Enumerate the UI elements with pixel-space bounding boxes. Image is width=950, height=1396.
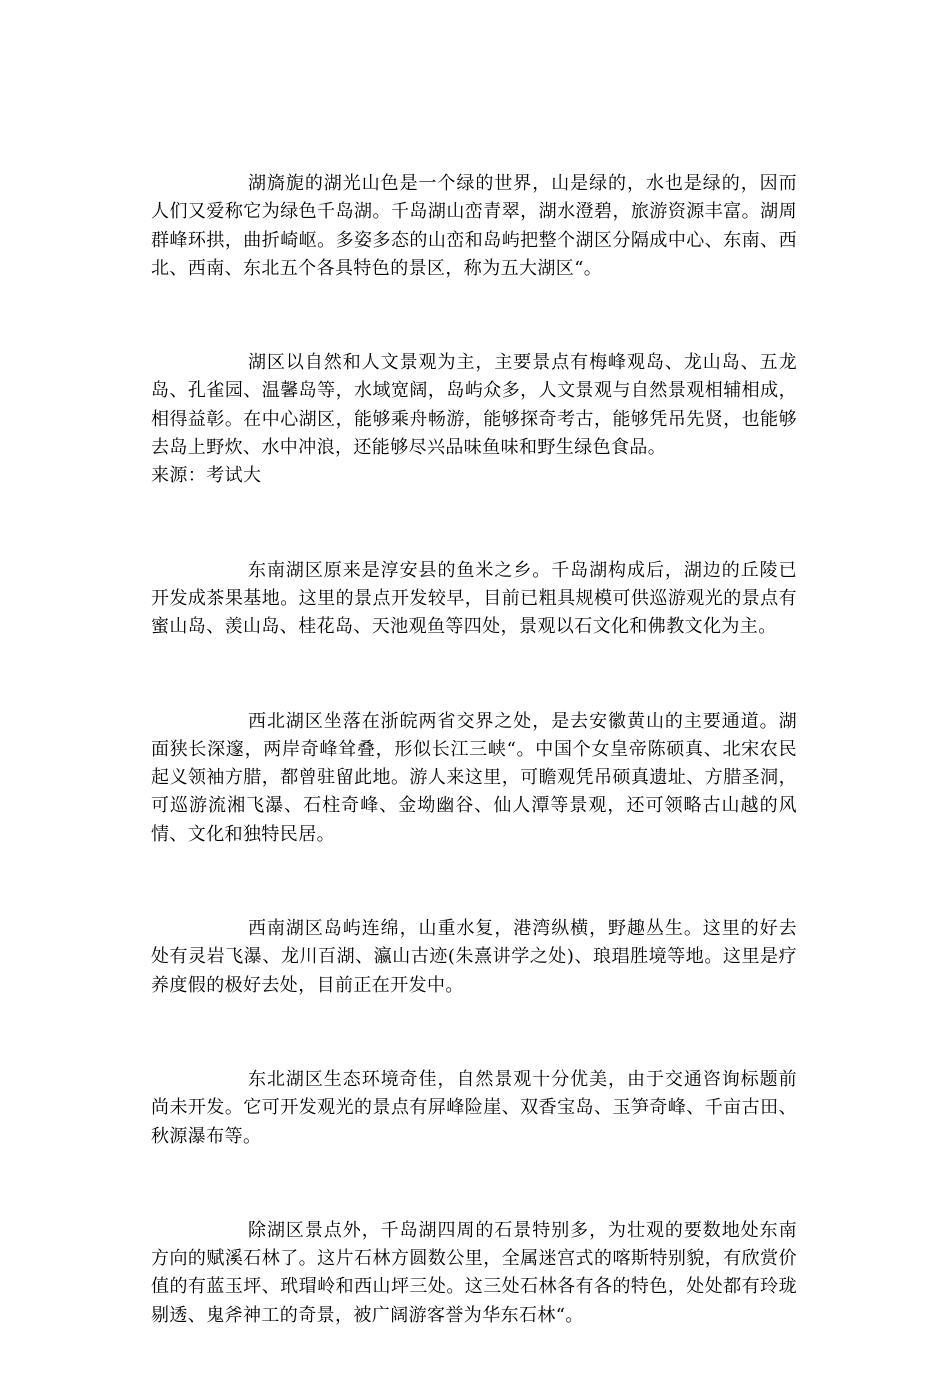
paragraph-northwest-area: 西北湖区坐落在浙皖两省交界之处，是去安徽黄山的主要通道。湖面狭长深邃，两岸奇峰耸叠，形似长江三峡“。中国个女皇帝陈硕真、北宋农民起义领袖方腊，都曾驻留此地。游人来这里，可瞻观凭吊硕真遗址、方腊圣洞，可巡游流湘飞瀑、石柱奇峰、金坳幽谷、仙人潭等景观，还可领略古山越的风情、文化和独特民居。 [151, 710, 797, 845]
paragraph-central-lake: 湖旖旎的湖光山色是一个绿的世界，山是绿的，水也是绿的，因而人们又爱称它为绿色千岛湖。千岛湖山峦青翠，湖水澄碧，旅游资源丰富。湖周群峰环拱，曲折崎岖。多姿多态的山峦和岛屿把整个湖区分隔成中心、东南、西北、西南、东北五个各具特色的景区，称为五大湖区“。 [151, 173, 797, 279]
paragraph-central-area: 湖区以自然和人文景观为主，主要景点有梅峰观岛、龙山岛、五龙岛、孔雀园、温馨岛等，水域宽阔，岛屿众多，人文景观与自然景观相辅相成，相得益彰。在中心湖区，能够乘舟畅游，能够探奇考古，能够凭吊先贤，也能够去岛上野炊、水中冲浪，还能够尽兴品味鱼味和野生绿色食品。 来源：考试大 [151, 352, 797, 487]
paragraph-stone-forest: 除湖区景点外，千岛湖四周的石景特别多，为壮观的要数地处东南方向的赋溪石林了。这片石林方圆数公里，全属迷宫式的喀斯特别貌，有欣赏价值的有蓝玉坪、玳瑁岭和西山坪三处。这三处石林各有各的特色，处处都有玲珑剔透、鬼斧神工的奇景，被广阔游客誉为华东石林“。 [151, 1219, 797, 1326]
paragraph-southeast-area: 东南湖区原来是淳安县的鱼米之乡。千岛湖构成后，湖边的丘陵已开发成茶果基地。这里的景点开发较早，目前已粗具规模可供巡游观光的景点有蜜山岛、羡山岛、桂花岛、天池观鱼等四处，景观以石文化和佛教文化为主。 [151, 559, 797, 638]
paragraph-southwest-area: 西南湖区岛屿连绵，山重水复，港湾纵横，野趣丛生。这里的好去处有灵岩飞瀑、龙川百湖、瀛山古迹(朱熹讲学之处)、琅琩胜境等地。这里是疗养度假的极好去处，目前正在开发中。 [151, 918, 797, 996]
document-body [151, 170, 797, 1396]
paragraph-northeast-area: 东北湖区生态环境奇佳，自然景观十分优美，由于交通咨询标题前尚未开发。它可开发观光的景点有屏峰险崖、双香宝岛、玉笋奇峰、千亩古田、秋源瀑布等。 [151, 1068, 797, 1147]
